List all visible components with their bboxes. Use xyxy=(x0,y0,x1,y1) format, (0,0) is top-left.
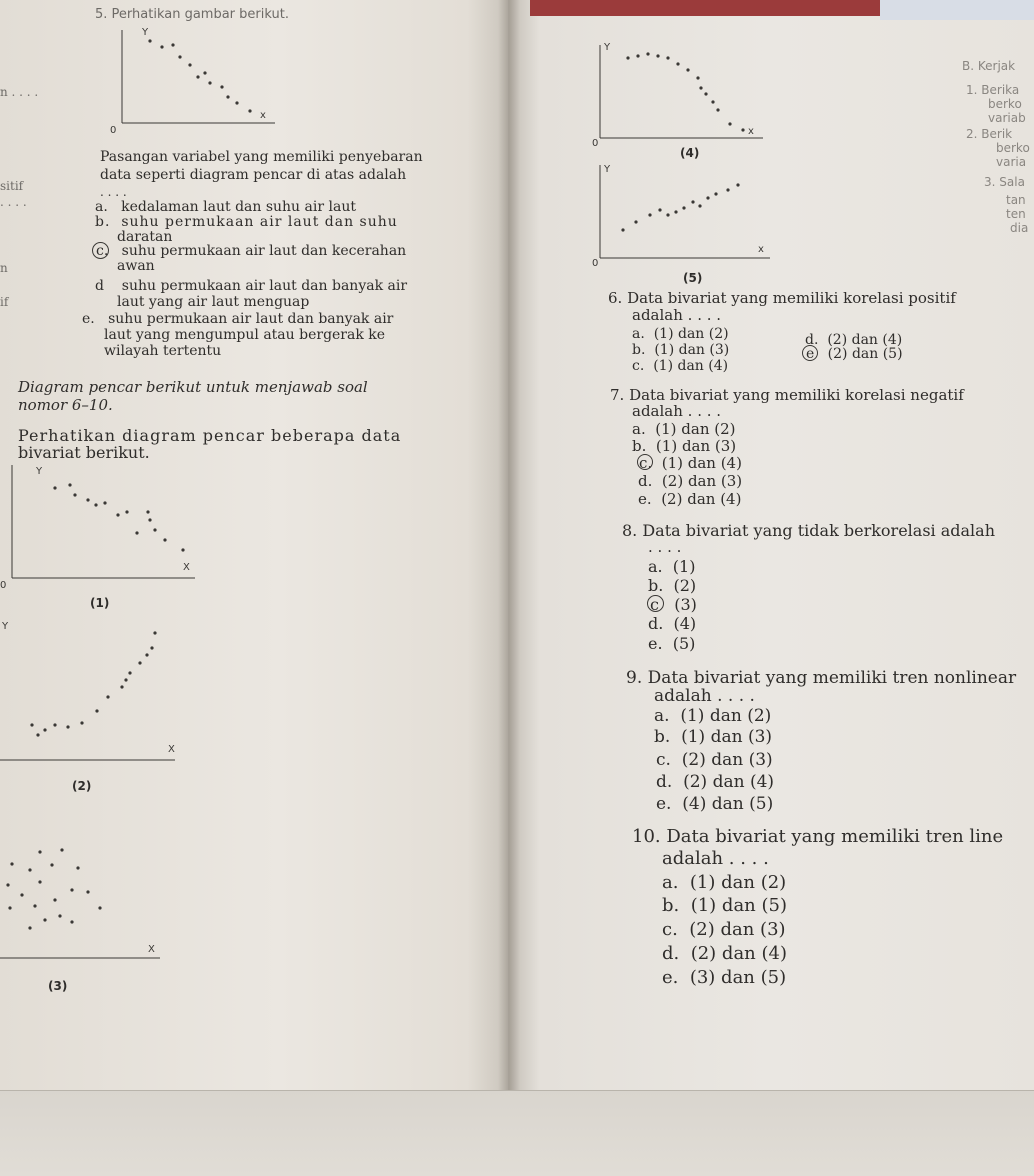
q5-option-d-cont: laut yang air laut menguap xyxy=(117,294,310,310)
q5-option-e[interactable]: e. suhu permukaan air laut dan banyak air xyxy=(82,311,394,327)
q5-option-d[interactable]: d suhu permukaan air laut dan banyak air xyxy=(95,278,408,294)
q5-intro-line1: Pasangan variabel yang memiliki penyebaran xyxy=(100,149,423,165)
origin-label: 0 xyxy=(110,125,117,136)
origin-label: 0 xyxy=(0,580,7,591)
q6-option-d[interactable]: d. (2) dan (4) xyxy=(805,332,903,348)
margin-fragment: . . . . xyxy=(0,195,27,209)
scatter-plot-4 xyxy=(588,40,768,160)
q6-option-b[interactable]: b. (1) dan (3) xyxy=(632,342,730,358)
q9-option-d[interactable]: d. (2) dan (4) xyxy=(656,772,775,792)
q10-option-b[interactable]: b. (1) dan (5) xyxy=(662,895,787,916)
plot-caption: (4) xyxy=(680,146,700,160)
instruction-line1: Diagram pencar berikut untuk menjawab soal xyxy=(18,378,368,396)
q7-option-b[interactable]: b. (1) dan (3) xyxy=(632,437,737,455)
q8-option-c[interactable]: c (3) xyxy=(650,595,697,614)
margin-fragment: sitif xyxy=(0,179,24,193)
scatter-points xyxy=(53,483,184,551)
plot-caption: (2) xyxy=(72,779,92,793)
margin-fragment: variab xyxy=(988,111,1026,125)
q9-stem: 9. Data bivariat yang memiliki tren nonlinear xyxy=(626,668,1017,688)
x-axis-label: X xyxy=(148,944,155,955)
y-axis-label: Y xyxy=(604,164,611,175)
margin-fragment: ten xyxy=(1006,207,1026,221)
q5-blank: . . . . xyxy=(100,185,127,199)
origin-label: 0 xyxy=(592,138,599,149)
q9-option-c[interactable]: c. (2) dan (3) xyxy=(656,750,773,770)
q8-option-d[interactable]: d. (4) xyxy=(648,614,697,633)
q8-option-e[interactable]: e. (5) xyxy=(648,634,696,653)
q7-option-d[interactable]: d. (2) dan (3) xyxy=(638,472,743,490)
perhatikan-line2: bivariat berikut. xyxy=(18,443,150,462)
q10-option-a[interactable]: a. (1) dan (2) xyxy=(662,872,787,893)
scatter-points xyxy=(621,183,739,231)
margin-fragment: dia xyxy=(1010,221,1029,235)
q9-option-b[interactable]: b. (1) dan (3) xyxy=(654,727,773,747)
x-axis-label: x xyxy=(260,110,266,121)
perhatikan-line1: Perhatikan diagram pencar beberapa data xyxy=(18,426,402,445)
q5-option-c-cont: awan xyxy=(117,258,155,274)
instruction-line2: nomor 6–10. xyxy=(18,396,113,414)
margin-fragment: berko xyxy=(988,97,1022,111)
q6-option-a[interactable]: a. (1) dan (2) xyxy=(632,326,729,342)
q5-option-b-cont: daratan xyxy=(117,229,173,245)
book-gutter xyxy=(498,0,520,1175)
y-axis-label: Y xyxy=(2,621,9,632)
q5-option-e-cont: laut yang mengumpul atau bergerak ke xyxy=(104,327,386,343)
q9-option-e[interactable]: e. (4) dan (5) xyxy=(656,794,774,814)
q5-option-b[interactable]: b. suhu permukaan air laut dan suhu xyxy=(95,214,398,230)
margin-fragment: varia xyxy=(996,155,1027,169)
q8-option-a[interactable]: a. (1) xyxy=(648,557,696,576)
q10-stem: 10. Data bivariat yang memiliki tren line xyxy=(632,826,1004,847)
margin-fragment: 3. Sala xyxy=(984,175,1025,189)
margin-fragment: 2. Berik xyxy=(966,127,1013,141)
q5-header: 5. Perhatikan gambar berikut. xyxy=(95,7,289,22)
margin-fragment: 1. Berika xyxy=(966,83,1020,97)
scatter-plot-5 xyxy=(588,160,773,285)
q7-stem: 7. Data bivariat yang memiliki korelasi negatif xyxy=(610,386,964,404)
margin-fragment: n . . . . xyxy=(0,85,39,99)
scatter-points xyxy=(148,39,251,112)
q6-option-e[interactable]: e (2) dan (5) xyxy=(806,346,903,362)
q6-option-c[interactable]: c. (1) dan (4) xyxy=(632,358,729,374)
plot-caption: (3) xyxy=(48,979,68,993)
q5-intro-line2: data seperti diagram pencar di atas adalah xyxy=(100,167,407,183)
q6-stem: 6. Data bivariat yang memiliki korelasi positif xyxy=(608,289,956,307)
bottom-sheet xyxy=(0,1090,1034,1176)
q9-stem2: adalah . . . . xyxy=(654,686,755,706)
q5-option-a[interactable]: a. kedalaman laut dan suhu air laut xyxy=(95,199,356,215)
q7-stem2: adalah . . . . xyxy=(632,402,722,420)
margin-fragment: tan xyxy=(1006,193,1026,207)
scatter-q5 xyxy=(110,25,280,140)
paper-strip xyxy=(880,0,1034,20)
y-axis-label: Y xyxy=(142,27,149,38)
plot-caption: (5) xyxy=(683,271,703,285)
scatter-plot-3 xyxy=(0,840,170,995)
x-axis-label: X xyxy=(183,562,190,573)
q10-option-e[interactable]: e. (3) dan (5) xyxy=(662,967,787,988)
q8-option-b[interactable]: b. (2) xyxy=(648,576,697,595)
x-axis-label: x xyxy=(758,244,764,255)
q5-option-e-cont2: wilayah tertentu xyxy=(104,343,222,359)
q5-option-c[interactable]: c. suhu permukaan air laut dan kecerahan xyxy=(96,243,407,259)
margin-fragment: n xyxy=(0,261,8,275)
q8-stem: 8. Data bivariat yang tidak berkorelasi adalah xyxy=(622,521,996,540)
q9-option-a[interactable]: a. (1) dan (2) xyxy=(654,706,772,726)
scatter-plot-1 xyxy=(0,460,200,615)
x-axis-label: x xyxy=(748,126,754,137)
y-axis-label: Y xyxy=(36,466,43,477)
section-b-heading: B. Kerjak xyxy=(962,59,1016,73)
scatter-plot-2 xyxy=(0,615,185,800)
q7-option-a[interactable]: a. (1) dan (2) xyxy=(632,420,736,438)
plot-caption: (1) xyxy=(90,596,110,610)
margin-fragment: if xyxy=(0,295,9,309)
q10-option-d[interactable]: d. (2) dan (4) xyxy=(662,943,787,964)
q10-option-c[interactable]: c. (2) dan (3) xyxy=(662,919,786,940)
q8-stem2: . . . . xyxy=(648,538,682,556)
scatter-points xyxy=(626,52,744,131)
margin-fragment: berko xyxy=(996,141,1030,155)
q7-option-c[interactable]: c. (1) dan (4) xyxy=(639,454,742,472)
x-axis-label: X xyxy=(168,744,175,755)
q6-stem2: adalah . . . . xyxy=(632,306,722,324)
origin-label: 0 xyxy=(592,258,599,269)
q7-option-e[interactable]: e. (2) dan (4) xyxy=(638,490,742,508)
y-axis-label: Y xyxy=(604,42,611,53)
scatter-points xyxy=(6,848,101,929)
q10-stem2: adalah . . . . xyxy=(662,848,769,869)
scatter-points xyxy=(30,631,156,736)
